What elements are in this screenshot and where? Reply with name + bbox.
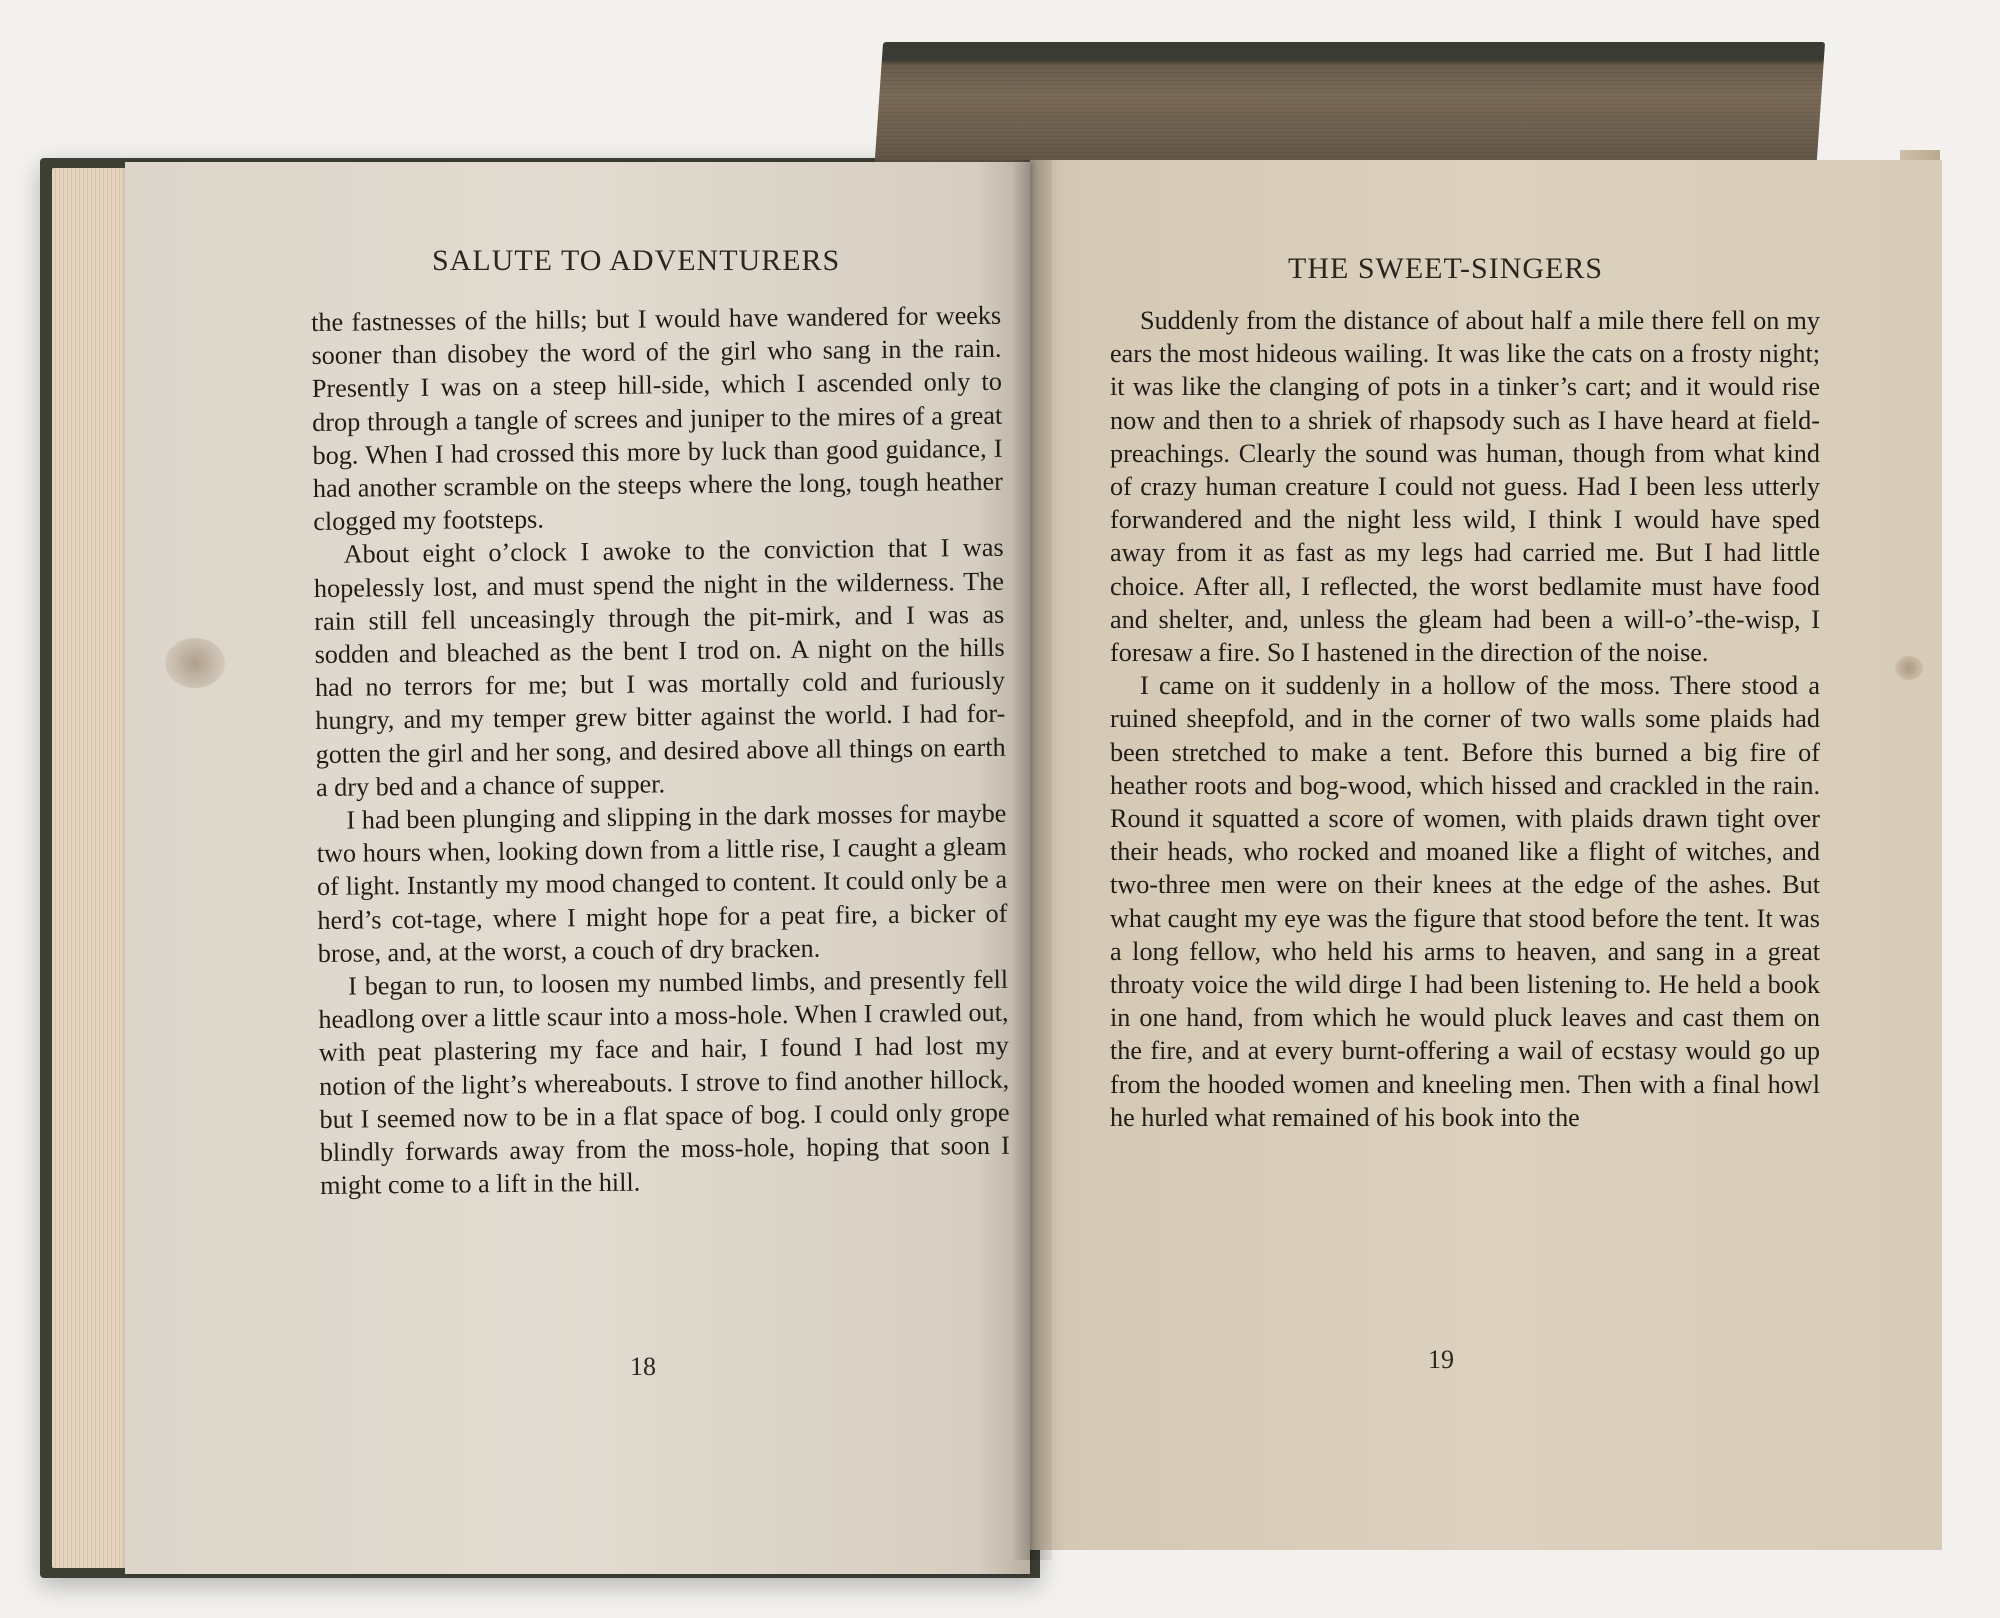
left-page: [125, 162, 1030, 1574]
paper-stain: [1895, 656, 1923, 680]
paragraph: About eight o’clock I awoke to the conviction that I was hopelessly lost, and must spend the night in the wilderness. The rain still fell unceasingly through the pit-mirk, and I was as sodden and bleached as the bent I trod on. A night on the hills had no terrors for me; but I was mortally cold and furiously hungry, and my temper grew bitter against the world. I had for-gotten the girl and her song, and desired above all things on earth a dry bed and a chance of supper.: [313, 533, 1006, 802]
paragraph: Suddenly from the distance of about half a mile there fell on my ears the most hideous wailing. It was like the cats on a frosty night; it was like the clanging of pots in a tinker’s cart; and it would rise now and then to a shriek of rhapsody such as I have heard at field-preachings. Clearly the sound was human, though from what kind of crazy human creature I could not guess. Had I been less utterly forwandered and the night less wild, I think I would have sped away from it as fast as my legs had carried me. But I had little choice. After all, I reflected, the worst bedlamite must have food and shelter, and, unless the gleam had been a will-o’-the-wisp, I foresaw a fire. So I hastened in the direction of the noise.: [1110, 306, 1820, 668]
page-number-left: 18: [630, 1352, 656, 1381]
book-page-block-top: [874, 42, 1825, 172]
paper-stain: [165, 638, 225, 688]
paragraph: I had been plunging and slipping in the dark mosses for maybe two hours when, looking down from a little rise, I caught a gleam of light. Instantly my mood changed to content. It could only be a herd’s cot-tage, where I might hope for a peat fire, a bicker of brose, and, at the worst, a couch of dry bracken.: [316, 798, 1008, 968]
gutter-shadow: [1012, 160, 1052, 1560]
right-page-text: [1110, 304, 1820, 1134]
paragraph: I came on it suddenly in a hollow of the moss. There stood a ruined sheepfold, and in the corner of two walls some plaids had been stretched to make a tent. Before this burned a big fire of heather roots and bog-wood, which hissed and crackled in the rain. Round it squatted a score of women, with plaids drawn tight over their heads, who rocked and moaned like a flight of witches, and two-three men were on their knees at the edge of the ashes. But what caught my eye was the figure that stood before the tent. It was a long fellow, who held his arms to heaven, and sang in a great throaty voice the wild dirge I had been listening to. He held a book in one hand, from which he would pluck leaves and cast them on the fire, and at every burnt-offering a wail of ecstasy would go up from the hooded women and kneeling men. Then with a final howl he hurled what remained of his book into the: [1110, 671, 1820, 1132]
running-head-right: THE SWEET-SINGERS: [1288, 252, 1604, 285]
running-head-left: SALUTE TO ADVENTURERS: [432, 244, 841, 277]
left-page-text: [311, 299, 1010, 1203]
right-page: [1030, 160, 1942, 1550]
page-number-right: 19: [1428, 1345, 1454, 1374]
paragraph: the fastnesses of the hills; but I would have wandered for weeks sooner than disobey the word of the girl who sang in the rain. Presently I was on a steep hill-side, which I ascended only to drop through a tangle of screes and juniper to the mires of a great bog. When I had crossed this more by luck than good guidance, I had another scramble on the steeps where the long, tough heather clogged my footsteps.: [311, 300, 1004, 537]
paragraph: I began to run, to loosen my numbed limbs, and presently fell headlong over a little scaur into a moss-hole. When I crawled out, with peat plastering my face and hair, I found I had lost my notion of the light’s whereabouts. I strove to find another hillock, but I seemed now to be in a flat space of bog. I could only grope blindly forwards away from the moss-hole, hoping that soon I might come to a lift in the hill.: [318, 964, 1010, 1201]
